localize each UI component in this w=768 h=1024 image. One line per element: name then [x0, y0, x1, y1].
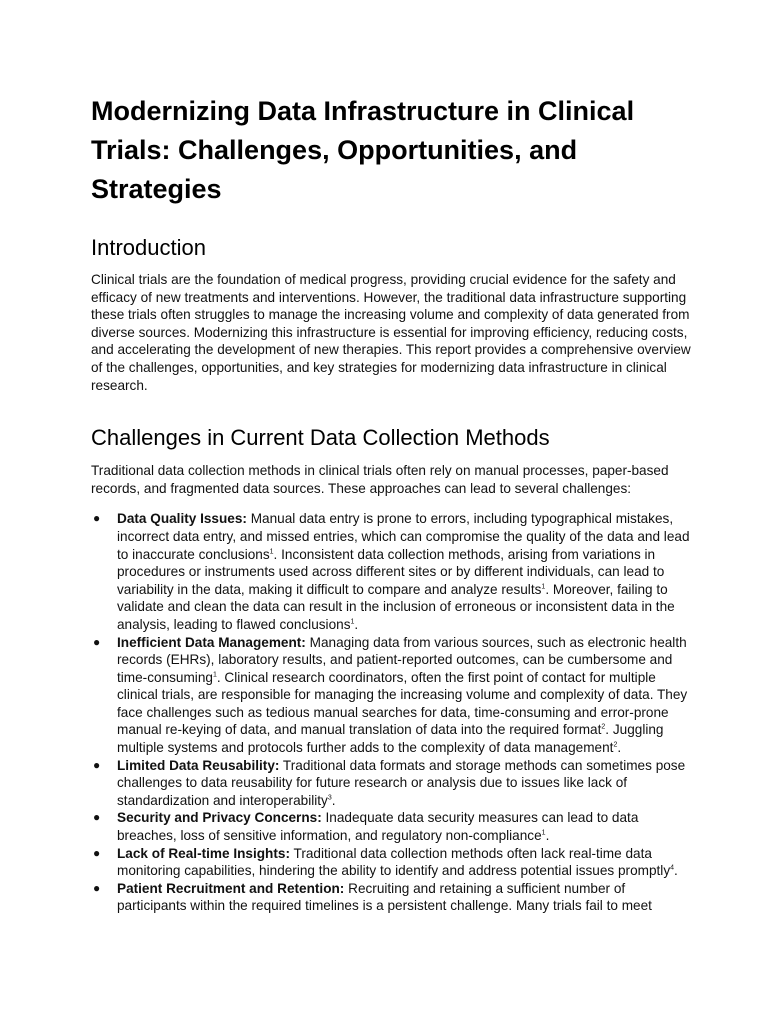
list-item-text: Managing data from various sources, such as electronic health records (EHRs), laboratory results, and patient-reported outcomes, can be cumbersome and time-consuming [117, 634, 687, 685]
citation-marker: 3 [327, 794, 332, 802]
citation-marker: 1 [212, 671, 217, 679]
challenges-paragraph: Traditional data collection methods in clinical trials often rely on manual processes, paper-based records, and fragmented data sources. These approaches can lead to several challenges: [91, 463, 669, 496]
list-item-text: Traditional data formats and storage methods can sometimes pose challenges to data reusability for future research or analysis due to issues like lack of standardization and interoperability [117, 757, 686, 808]
list-item-patient-recruitment [91, 880, 691, 915]
list-item-term: Data Quality Issues: [117, 511, 247, 527]
list-item-text: . [617, 740, 622, 756]
list-item-data-reusability [91, 757, 691, 810]
list-item-text: . Juggling multiple systems and protocols further adds to the complexity of data management [117, 722, 664, 756]
document-page [91, 92, 691, 915]
citation-marker: 2 [601, 723, 606, 731]
list-item-data-quality [91, 510, 691, 633]
list-item-text: Manual data entry is prone to errors, including typographical mistakes, incorrect data entry, and missed entries, which can compromise the quality of the data and lead to inaccurate conclusions [117, 511, 690, 562]
list-item-text: . Inconsistent data collection methods, arising from variations in procedures or instruments used across different sites or by different individuals, can lead to variability in the data, making it difficult to compare and analyze results [117, 546, 665, 597]
bullet-icon: ● [93, 511, 101, 526]
list-item-text: Recruiting and retaining a sufficient number of participants within the required timelines is a persistent challenge. Many trials fail to meet [117, 880, 652, 914]
list-item-text: . [674, 863, 678, 879]
introduction-heading: Introduction [91, 235, 206, 260]
list-item-term: Inefficient Data Management: [117, 634, 306, 650]
citation-marker: 1 [350, 618, 355, 626]
list-item-text: . [331, 792, 336, 808]
list-item-security-privacy [91, 809, 691, 844]
list-item-text: Traditional data collection methods often lack real-time data monitoring capabilities, hindering the ability to identify and address potential issues promptly [117, 845, 671, 879]
bullet-icon: ● [93, 845, 101, 860]
citation-marker: 1 [269, 548, 274, 555]
list-item-text: Inadequate data security measures can lead to data breaches, loss of sensitive information, and regulatory non-compliance [117, 810, 639, 844]
list-item-text: . Clinical research coordinators, often the first point of contact for multiple clinical trials, are responsible for managing the increasing volume and complexity of data. They face challenges such as tedious manual searches for data, time-consuming and error-prone manual re-keying of data, and manual translation of data into the required format [117, 669, 688, 738]
list-item-text: . [545, 828, 550, 844]
citation-marker: 2 [613, 741, 618, 749]
list-item-text: . Moreover, failing to validate and clean the data can result in the inclusion of erroneous or inconsistent data in the analysis, leading to flawed conclusions [117, 581, 675, 632]
list-item-text: . [354, 616, 359, 632]
bullet-icon: ● [93, 757, 101, 772]
list-item-data-management [91, 634, 691, 757]
document-title: Modernizing Data Infrastructure in Clinical Trials: Challenges, Opportunities, and Strategies [91, 96, 635, 204]
citation-marker: 4 [670, 864, 675, 872]
introduction-paragraph: Clinical trials are the foundation of medical progress, providing crucial evidence for the safety and efficacy of new treatments and interventions. However, the traditional data infrastructure supporting these trials often struggles to manage the increasing volume and complexity of data generated from diverse sources. Modernizing this infrastructure is essential for improving efficiency, reducing costs, and accelerating the development of new therapies. This report provides a comprehensive overview of the challenges, opportunities, and key strategies for modernizing data infrastructure in clinical research. [91, 272, 691, 393]
list-item-real-time-insights [91, 845, 691, 880]
bullet-icon: ● [93, 810, 101, 825]
list-item-term: Limited Data Reusability: [117, 757, 280, 773]
challenges-heading: Challenges in Current Data Collection Methods [91, 425, 550, 451]
list-item-term: Lack of Real-time Insights: [117, 845, 290, 861]
challenges-list [91, 510, 691, 915]
list-item-term: Patient Recruitment and Retention: [117, 880, 345, 896]
list-item-term: Security and Privacy Concerns: [117, 810, 322, 826]
citation-marker: 1 [541, 829, 546, 837]
bullet-icon: ● [93, 634, 101, 649]
citation-marker: 1 [541, 583, 546, 591]
bullet-icon: ● [93, 880, 101, 895]
